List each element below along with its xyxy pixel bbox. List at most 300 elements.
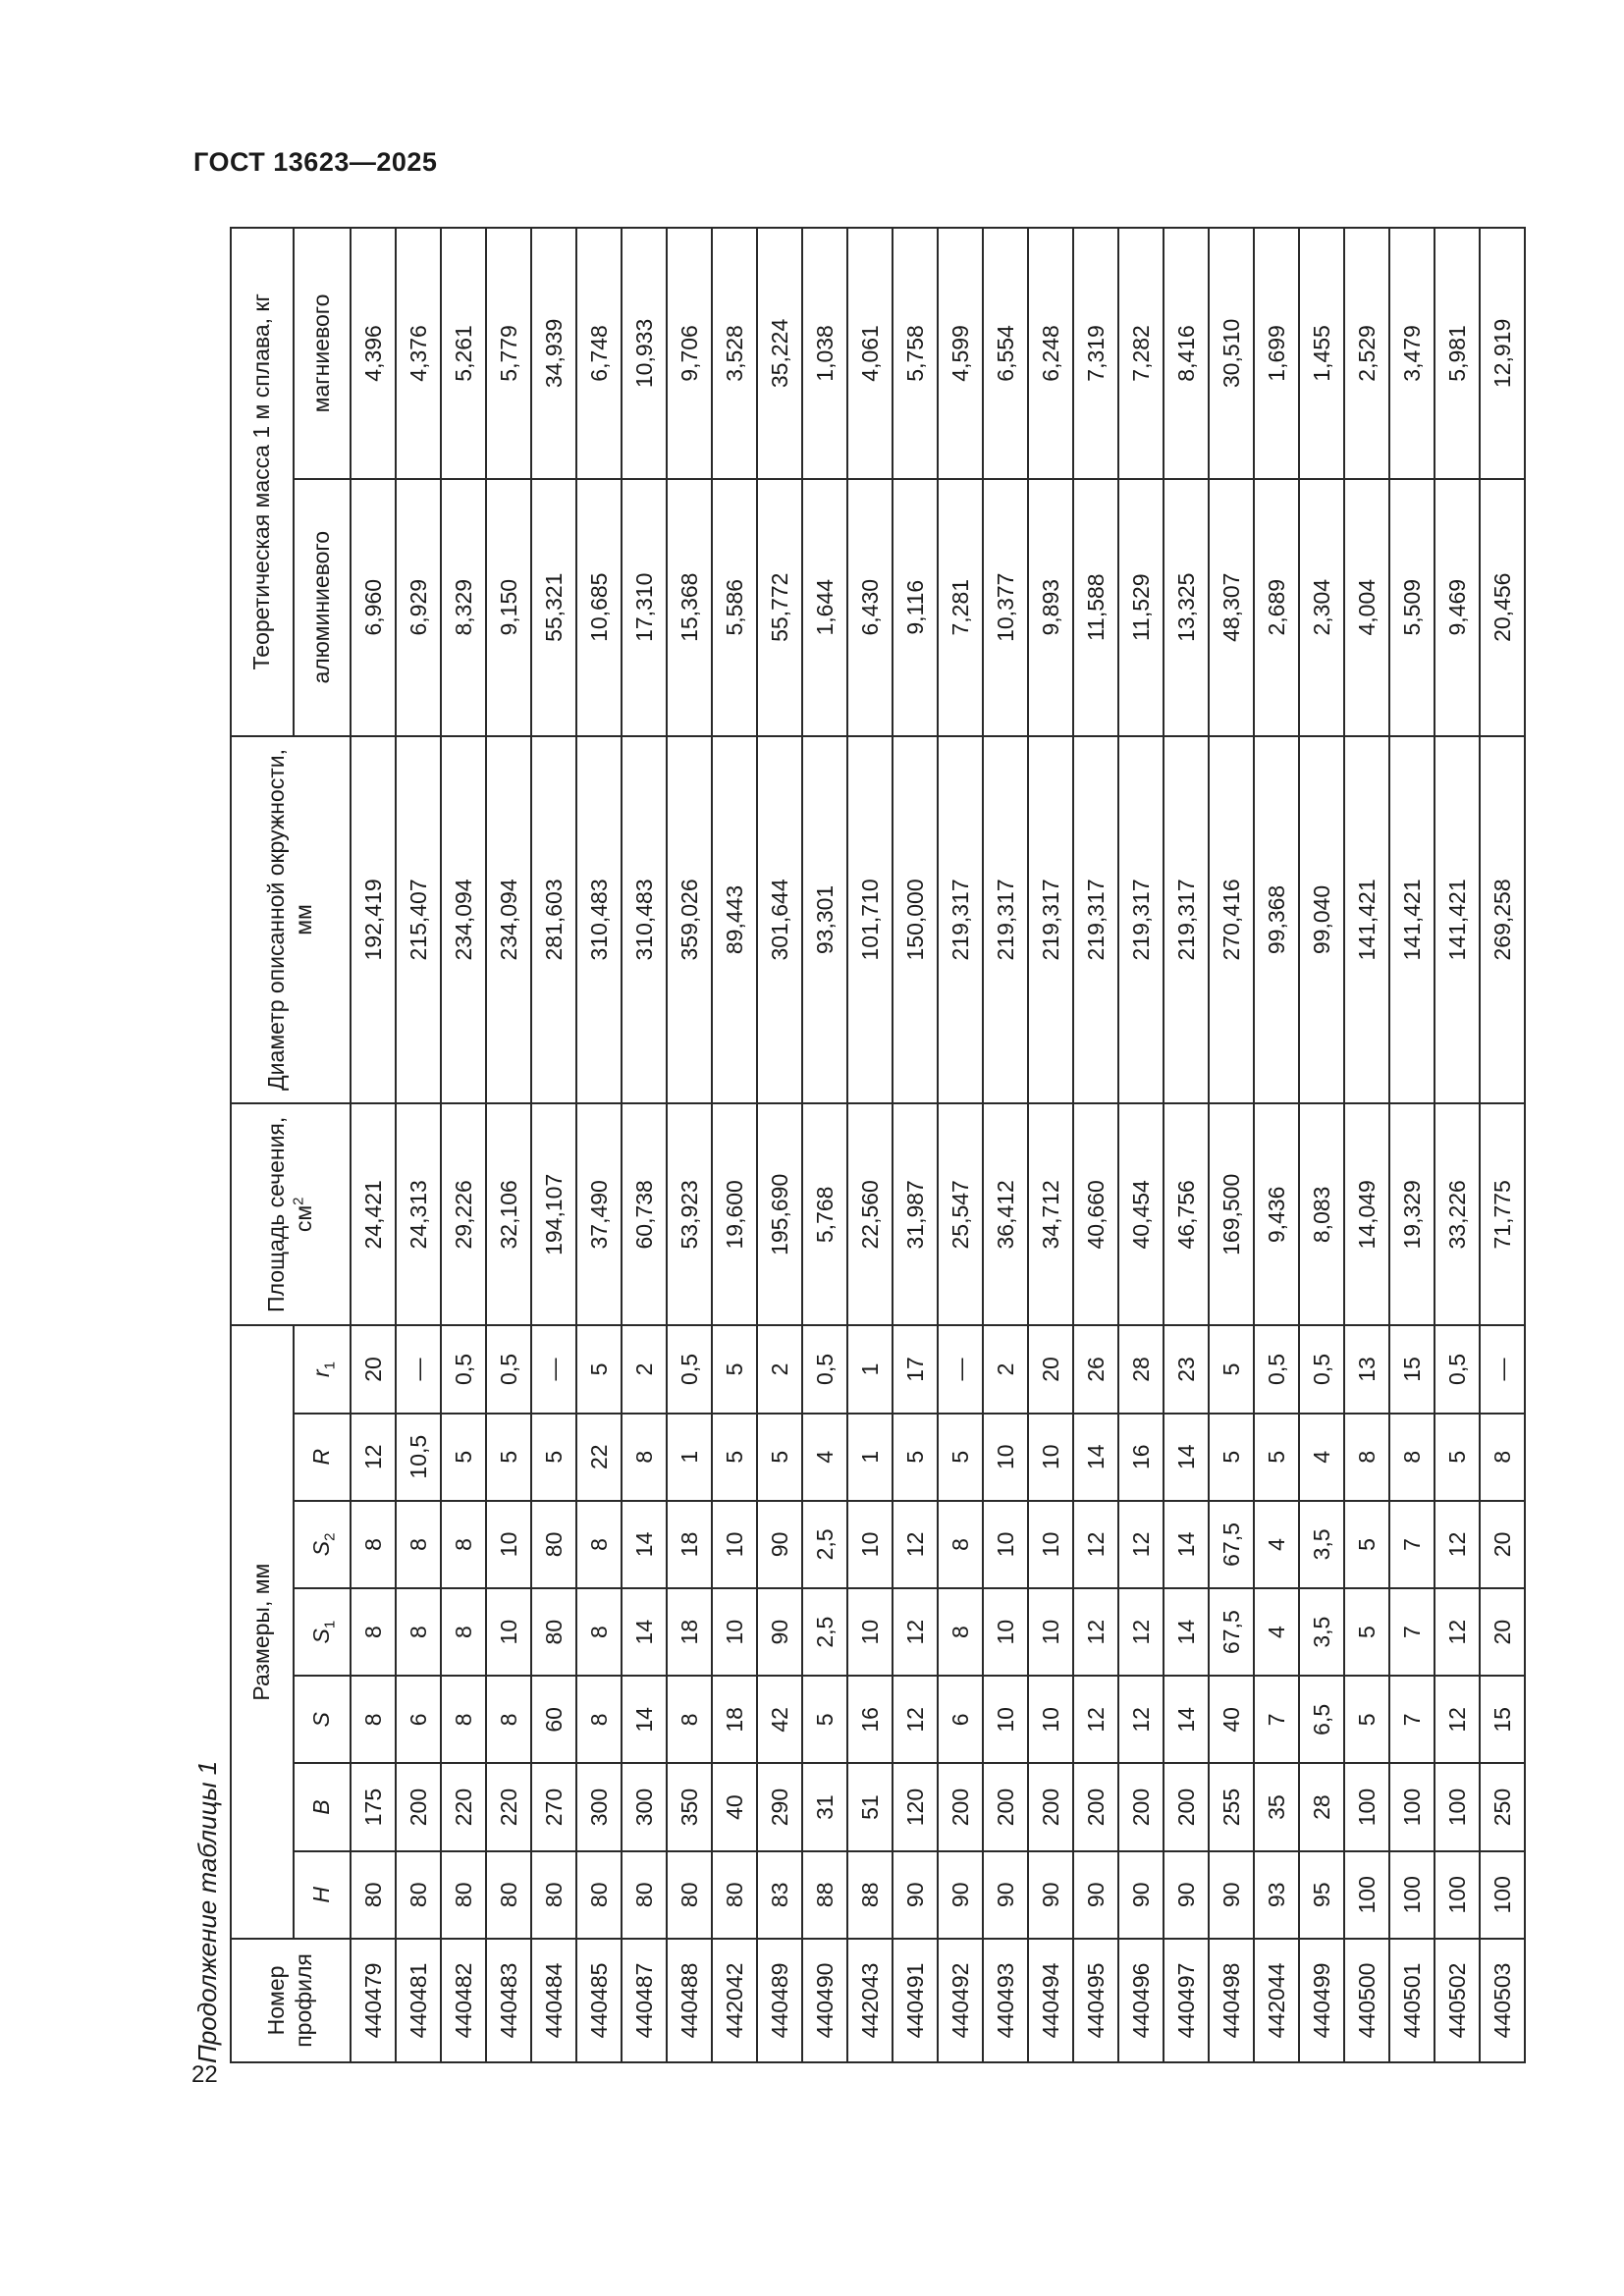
table-cell: 234,094	[441, 736, 486, 1104]
table-cell: 100	[1344, 1851, 1389, 1939]
table-cell: 10	[1028, 1501, 1073, 1588]
table-cell: 4,004	[1344, 479, 1389, 736]
table-cell: 440490	[802, 1939, 847, 2062]
table-cell: 80	[351, 1851, 396, 1939]
table-cell: 301,644	[757, 736, 802, 1104]
header-r1-sub: 1	[321, 1361, 339, 1370]
table-cell: 0,5	[1299, 1325, 1344, 1413]
table-cell: 8	[1389, 1414, 1435, 1501]
table-cell: 220	[441, 1763, 486, 1850]
table-cell: 99,040	[1299, 736, 1344, 1104]
table-cell: 8	[938, 1501, 983, 1588]
table-cell: 5	[938, 1414, 983, 1501]
table-cell: 310,483	[622, 736, 667, 1104]
table-cell: 270,416	[1209, 736, 1254, 1104]
table-cell: 19,600	[712, 1103, 757, 1325]
table-row	[531, 228, 576, 2062]
table-cell: 80	[531, 1588, 576, 1676]
table-cell: 12	[1435, 1501, 1480, 1588]
table-cell: 16	[1118, 1414, 1164, 1501]
table-cell: 7	[1389, 1588, 1435, 1676]
header-aluminum: алюминиевого	[294, 479, 351, 736]
table-cell: 14	[1073, 1414, 1118, 1501]
table-cell: 440499	[1299, 1939, 1344, 2062]
table-cell: 100	[1435, 1851, 1480, 1939]
table-cell: 219,317	[1073, 736, 1118, 1104]
table-cell: 1,644	[802, 479, 847, 736]
table-cell: 5,261	[441, 228, 486, 479]
table-cell: 19,329	[1389, 1103, 1435, 1325]
table-cell: 36,412	[983, 1103, 1028, 1325]
table-cell: 1,699	[1254, 228, 1299, 479]
header-S1-text: S	[308, 1629, 335, 1644]
table-cell: 250	[1480, 1763, 1525, 1850]
table-cell: 5	[757, 1414, 802, 1501]
table-cell: 53,923	[667, 1103, 712, 1325]
table-row	[1164, 228, 1209, 2062]
table-cell: 12	[1118, 1588, 1164, 1676]
table-cell: 8	[351, 1676, 396, 1763]
table-cell: 2,689	[1254, 479, 1299, 736]
table-cell: 10	[1028, 1414, 1073, 1501]
table-cell: 3,5	[1299, 1501, 1344, 1588]
table-cell: 80	[622, 1851, 667, 1939]
table-cell: 100	[1480, 1851, 1525, 1939]
table-cell: 14	[622, 1588, 667, 1676]
table-cell: 219,317	[1028, 736, 1073, 1104]
table-cell: 440494	[1028, 1939, 1073, 2062]
table-cell: 24,313	[396, 1103, 441, 1325]
table-cell: 440491	[893, 1939, 938, 2062]
table-cell: 30,510	[1209, 228, 1254, 479]
table-cell: 9,469	[1435, 479, 1480, 736]
header-S2-sub: 2	[321, 1532, 339, 1541]
table-cell: 359,026	[667, 736, 712, 1104]
header-r1-text: r	[308, 1369, 335, 1377]
table-cell: 35,224	[757, 228, 802, 479]
table-cell: 440485	[576, 1939, 622, 2062]
table-cell: 8	[576, 1676, 622, 1763]
table-cell: 350	[667, 1763, 712, 1850]
table-cell: 440481	[396, 1939, 441, 2062]
table-cell: 89,443	[712, 736, 757, 1104]
table-cell: 1,455	[1299, 228, 1344, 479]
table-cell: 20	[1480, 1501, 1525, 1588]
table-cell: 200	[1118, 1763, 1164, 1850]
table-cell: 99,368	[1254, 736, 1299, 1104]
table-cell: 10	[983, 1501, 1028, 1588]
table-cell: 8	[396, 1588, 441, 1676]
table-cell: 6,748	[576, 228, 622, 479]
table-cell: 48,307	[1209, 479, 1254, 736]
table-cell: 18	[667, 1501, 712, 1588]
table-cell: 80	[531, 1851, 576, 1939]
table-row	[893, 228, 938, 2062]
table-cell: 219,317	[1118, 736, 1164, 1104]
table-cell: 20	[1028, 1325, 1073, 1413]
table-row	[351, 228, 396, 2062]
table-cell: 20,456	[1480, 479, 1525, 736]
table-cell: 90	[1073, 1851, 1118, 1939]
table-cell: 440482	[441, 1939, 486, 2062]
table-cell: 440498	[1209, 1939, 1254, 2062]
table-cell: 6,960	[351, 479, 396, 736]
table-cell: 2	[757, 1325, 802, 1413]
table-cell: 90	[1209, 1851, 1254, 1939]
table-cell: 5	[802, 1676, 847, 1763]
table-cell: 14,049	[1344, 1103, 1389, 1325]
table-cell: 5	[486, 1414, 531, 1501]
table-cell: 55,772	[757, 479, 802, 736]
table-cell: 290	[757, 1763, 802, 1850]
header-mass: Теоретическая масса 1 м сплава, кг	[231, 228, 294, 736]
table-cell: 28	[1299, 1763, 1344, 1850]
table-cell: 80	[486, 1851, 531, 1939]
table-cell: 42	[757, 1676, 802, 1763]
table-cell: 4	[1254, 1501, 1299, 1588]
table-row	[1480, 228, 1525, 2062]
table-cell: 12	[893, 1588, 938, 1676]
table-cell: —	[396, 1325, 441, 1413]
table-cell: 8	[622, 1414, 667, 1501]
table-cell: 4,396	[351, 228, 396, 479]
table-row	[1435, 228, 1480, 2062]
table-cell: 101,710	[847, 736, 893, 1104]
header-H: H	[294, 1851, 351, 1939]
table-cell: 8	[938, 1588, 983, 1676]
table-cell: 440489	[757, 1939, 802, 2062]
table-cell: 8	[486, 1676, 531, 1763]
table-row	[441, 228, 486, 2062]
table-row	[1254, 228, 1299, 2062]
table-cell: 219,317	[938, 736, 983, 1104]
table-cell: 24,421	[351, 1103, 396, 1325]
table-cell: 34,712	[1028, 1103, 1073, 1325]
table-cell: 9,706	[667, 228, 712, 479]
table-cell: 31	[802, 1763, 847, 1850]
table-cell: 141,421	[1344, 736, 1389, 1104]
table-cell: 90	[757, 1501, 802, 1588]
table-cell: 10	[712, 1501, 757, 1588]
table-cell: 80	[667, 1851, 712, 1939]
table-cell: 14	[1164, 1414, 1209, 1501]
table-cell: 220	[486, 1763, 531, 1850]
table-cell: 440488	[667, 1939, 712, 2062]
table-row	[1389, 228, 1435, 2062]
table-cell: 215,407	[396, 736, 441, 1104]
table-cell: 1	[667, 1414, 712, 1501]
header-area-text: Площадь сечения, см	[263, 1116, 316, 1312]
table-cell: 8	[576, 1501, 622, 1588]
table-cell: 0,5	[667, 1325, 712, 1413]
table-cell: 28	[1118, 1325, 1164, 1413]
table-cell: 440500	[1344, 1939, 1389, 2062]
table-cell: 5	[1435, 1414, 1480, 1501]
table-cell: 7	[1389, 1501, 1435, 1588]
table-cell: 440479	[351, 1939, 396, 2062]
table-cell: 8	[441, 1588, 486, 1676]
table-cell: 22	[576, 1414, 622, 1501]
table-cell: 40	[1209, 1676, 1254, 1763]
table-row	[1118, 228, 1164, 2062]
table-cell: 6,5	[1299, 1676, 1344, 1763]
rotated-table-block	[192, 227, 1515, 2063]
table-cell: 141,421	[1435, 736, 1480, 1104]
table-cell: 281,603	[531, 736, 576, 1104]
table-cell: 88	[847, 1851, 893, 1939]
table-cell: 7,319	[1073, 228, 1118, 479]
table-cell: 40,660	[1073, 1103, 1118, 1325]
table-cell: 12	[1435, 1676, 1480, 1763]
table-cell: 1	[847, 1414, 893, 1501]
table-cell: 194,107	[531, 1103, 576, 1325]
table-cell: 6	[938, 1676, 983, 1763]
table-cell: 8	[667, 1676, 712, 1763]
table-cell: 15,368	[667, 479, 712, 736]
table-cell: 234,094	[486, 736, 531, 1104]
table-cell: 150,000	[893, 736, 938, 1104]
table-cell: 200	[396, 1763, 441, 1850]
table-cell: 25,547	[938, 1103, 983, 1325]
header-profile: Номер профиля	[231, 1939, 351, 2062]
table-cell: 15	[1389, 1325, 1435, 1413]
table-cell: 5	[1344, 1501, 1389, 1588]
table-cell: 15	[1480, 1676, 1525, 1763]
table-cell: 200	[1073, 1763, 1118, 1850]
table-cell: 17	[893, 1325, 938, 1413]
table-cell: 90	[893, 1851, 938, 1939]
table-cell: 3,479	[1389, 228, 1435, 479]
table-cell: 20	[351, 1325, 396, 1413]
table-cell: 5,768	[802, 1103, 847, 1325]
table-cell: 17,310	[622, 479, 667, 736]
table-cell: 11,529	[1118, 479, 1164, 736]
table-cell: 269,258	[1480, 736, 1525, 1104]
table-row	[576, 228, 622, 2062]
table-cell: 60	[531, 1676, 576, 1763]
table-cell: 8,416	[1164, 228, 1209, 479]
table-cell: 12	[893, 1501, 938, 1588]
table-cell: 8	[441, 1501, 486, 1588]
document-code: ГОСТ 13623—2025	[193, 147, 438, 177]
table-cell: 5	[441, 1414, 486, 1501]
table-cell: 35	[1254, 1763, 1299, 1850]
table-cell: 0,5	[1254, 1325, 1299, 1413]
table-cell: 10	[486, 1501, 531, 1588]
table-cell: 55,321	[531, 479, 576, 736]
table-cell: 10,933	[622, 228, 667, 479]
table-cell: 2,529	[1344, 228, 1389, 479]
header-diameter: Диаметр описанной окружности, мм	[231, 736, 351, 1104]
table-row	[802, 228, 847, 2062]
table-cell: 16	[847, 1676, 893, 1763]
table-cell: 5	[531, 1414, 576, 1501]
table-cell: 2	[622, 1325, 667, 1413]
table-cell: 14	[1164, 1501, 1209, 1588]
table-cell: 10	[847, 1588, 893, 1676]
table-cell: 90	[938, 1851, 983, 1939]
table-cell: 0,5	[1435, 1325, 1480, 1413]
table-cell: 141,421	[1389, 736, 1435, 1104]
table-cell: 90	[1164, 1851, 1209, 1939]
table-cell: 6,929	[396, 479, 441, 736]
table-cell: 1	[847, 1325, 893, 1413]
table-cell: 5,981	[1435, 228, 1480, 479]
table-cell: 12	[1435, 1588, 1480, 1676]
table-row	[983, 228, 1028, 2062]
table-cell: 2	[983, 1325, 1028, 1413]
table-cell: 8	[1344, 1414, 1389, 1501]
page-number: 22	[191, 2061, 218, 2088]
table-cell: 200	[938, 1763, 983, 1850]
table-cell: 37,490	[576, 1103, 622, 1325]
table-cell: 31,987	[893, 1103, 938, 1325]
table-cell: 12	[893, 1676, 938, 1763]
table-cell: 8	[1480, 1414, 1525, 1501]
table-cell: 12	[1073, 1676, 1118, 1763]
header-S2-text: S	[308, 1540, 335, 1557]
table-cell: 9,150	[486, 479, 531, 736]
table-cell: 310,483	[576, 736, 622, 1104]
table-cell: 40,454	[1118, 1103, 1164, 1325]
table-caption: Продолжение таблицы 1	[192, 1760, 222, 2063]
table-row	[667, 228, 712, 2062]
table-cell: 12,919	[1480, 228, 1525, 479]
table-cell: 10	[1028, 1676, 1073, 1763]
table-cell: 12	[1118, 1676, 1164, 1763]
table-cell: 22,560	[847, 1103, 893, 1325]
table-cell: 440487	[622, 1939, 667, 2062]
table-cell: 8	[576, 1588, 622, 1676]
table-cell: 0,5	[802, 1325, 847, 1413]
table-cell: 9,436	[1254, 1103, 1299, 1325]
table-cell: 93,301	[802, 736, 847, 1104]
table-cell: 440496	[1118, 1939, 1164, 2062]
table-cell: 14	[1164, 1588, 1209, 1676]
table-cell: 7,281	[938, 479, 983, 736]
table-cell: 8	[351, 1588, 396, 1676]
table-cell: —	[938, 1325, 983, 1413]
table-cell: 440495	[1073, 1939, 1118, 2062]
table-cell: 7,282	[1118, 228, 1164, 479]
table-cell: 95	[1299, 1851, 1344, 1939]
table-cell: 51	[847, 1763, 893, 1850]
table-cell: 12	[1073, 1501, 1118, 1588]
table-cell: 5,509	[1389, 479, 1435, 736]
table-cell: 67,5	[1209, 1588, 1254, 1676]
table-cell: 5,586	[712, 479, 757, 736]
table-cell: 9,893	[1028, 479, 1073, 736]
table-cell: 440497	[1164, 1939, 1209, 2062]
table-cell: 14	[1164, 1676, 1209, 1763]
header-dimensions: Размеры, мм	[231, 1325, 294, 1939]
table-cell: 1,038	[802, 228, 847, 479]
table-cell: 10	[1028, 1588, 1073, 1676]
table-cell: 0,5	[441, 1325, 486, 1413]
table-cell: 200	[1028, 1763, 1073, 1850]
table-cell: 18	[667, 1588, 712, 1676]
table-cell: 4	[1254, 1588, 1299, 1676]
table-cell: 175	[351, 1763, 396, 1850]
table-cell: 12	[1118, 1501, 1164, 1588]
table-row	[1028, 228, 1073, 2062]
table-cell: 13	[1344, 1325, 1389, 1413]
table-cell: 10	[486, 1588, 531, 1676]
table-cell: 12	[1073, 1588, 1118, 1676]
table-row	[1073, 228, 1118, 2062]
header-S1	[294, 1588, 351, 1676]
table-cell: 195,690	[757, 1103, 802, 1325]
table-row	[938, 228, 983, 2062]
table-cell: 29,226	[441, 1103, 486, 1325]
table-cell: 10,5	[396, 1414, 441, 1501]
table-cell: 442043	[847, 1939, 893, 2062]
table-cell: 11,588	[1073, 479, 1118, 736]
table-cell: 440503	[1480, 1939, 1525, 2062]
table-cell: 93	[1254, 1851, 1299, 1939]
table-cell: 80	[576, 1851, 622, 1939]
table-cell: 8	[351, 1501, 396, 1588]
table-cell: 440502	[1435, 1939, 1480, 2062]
table-cell: 100	[1389, 1851, 1435, 1939]
table-cell: 32,106	[486, 1103, 531, 1325]
table-cell: 5	[712, 1325, 757, 1413]
table-row	[1344, 228, 1389, 2062]
table-cell: 14	[622, 1501, 667, 1588]
table-cell: 3,5	[1299, 1588, 1344, 1676]
table-cell: 4,376	[396, 228, 441, 479]
table-cell: 219,317	[983, 736, 1028, 1104]
table-cell: 40	[712, 1763, 757, 1850]
table-cell: 100	[1389, 1763, 1435, 1850]
table-cell: 5,779	[486, 228, 531, 479]
table-cell: 6	[396, 1676, 441, 1763]
table-cell: 270	[531, 1763, 576, 1850]
table-cell: 33,226	[1435, 1103, 1480, 1325]
table-cell: 18	[712, 1676, 757, 1763]
header-S1-sub: 1	[321, 1620, 339, 1629]
table-cell: 8	[441, 1676, 486, 1763]
table-cell: 10	[847, 1501, 893, 1588]
table-cell: 8	[396, 1501, 441, 1588]
table-cell: 88	[802, 1851, 847, 1939]
table-cell: 442044	[1254, 1939, 1299, 2062]
table-cell: 8,329	[441, 479, 486, 736]
header-magnesium: магниевого	[294, 228, 351, 479]
table-cell: 440483	[486, 1939, 531, 2062]
table-body	[351, 228, 1525, 2062]
table-row	[622, 228, 667, 2062]
table-cell: 5	[1254, 1414, 1299, 1501]
table-cell: 20	[1480, 1588, 1525, 1676]
table-cell: 300	[622, 1763, 667, 1850]
table-row	[847, 228, 893, 2062]
table-row	[396, 228, 441, 2062]
table-cell: 5	[1209, 1414, 1254, 1501]
table-cell: 80	[396, 1851, 441, 1939]
table-cell: 4,061	[847, 228, 893, 479]
table-cell: 13,325	[1164, 479, 1209, 736]
table-cell: —	[1480, 1325, 1525, 1413]
header-R: R	[294, 1414, 351, 1501]
table-cell: 100	[1435, 1763, 1480, 1850]
table-cell: 90	[983, 1851, 1028, 1939]
table-cell: 46,756	[1164, 1103, 1209, 1325]
header-r1	[294, 1325, 351, 1413]
table-cell: 83	[757, 1851, 802, 1939]
table-cell: 2,304	[1299, 479, 1344, 736]
table-cell: 200	[983, 1763, 1028, 1850]
